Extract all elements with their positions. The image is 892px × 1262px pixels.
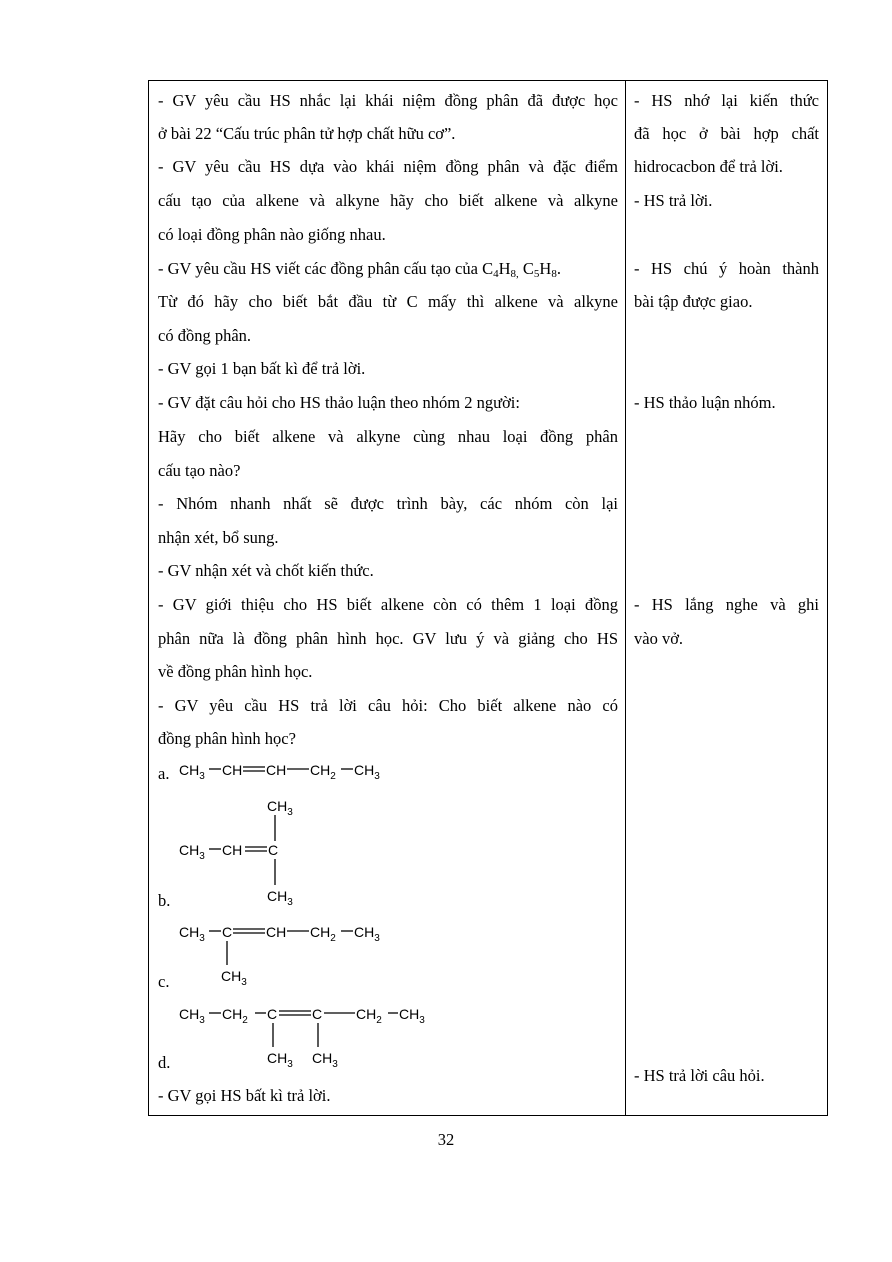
ch3-label: $CH_3$ bbox=[267, 798, 293, 818]
option-label-d: d. bbox=[158, 1053, 171, 1072]
text-line: đồng phân hình học? bbox=[158, 729, 296, 748]
ch3-label: $CH_3$ bbox=[267, 888, 293, 907]
text-line: về đồng phân hình học. bbox=[158, 662, 313, 681]
ch3-label: $CH_3$ bbox=[179, 924, 205, 944]
ch3-label: $CH_3$ bbox=[267, 1050, 293, 1069]
c-label: C bbox=[312, 1006, 323, 1022]
text-line: - HS chú ý hoàn thành bbox=[634, 259, 819, 278]
text-line: - GV yêu cầu HS trả lời câu hỏi: Cho biết alkene nào có bbox=[158, 696, 618, 715]
option-label-a: a. bbox=[158, 764, 170, 783]
text-line: có đồng phân. bbox=[158, 326, 252, 345]
text-line: - Nhóm nhanh nhất sẽ được trình bày, các nhóm còn lại bbox=[158, 494, 618, 513]
svg-text:CH3: $CH_3$ bbox=[179, 762, 205, 781]
text-line: - GV nhận xét và chốt kiến thức. bbox=[158, 561, 374, 580]
text-line bbox=[158, 259, 618, 284]
formula: $C_4H_{8,}$ $C_5H_8$. bbox=[482, 259, 561, 280]
ch2-label: $CH_2$ bbox=[310, 762, 336, 781]
text-line: - GV gọi HS bất kì trả lời. bbox=[158, 1086, 331, 1105]
text-line: nhận xét, bổ sung. bbox=[158, 528, 279, 547]
text-line: - GV gọi 1 bạn bất kì để trả lời. bbox=[158, 359, 366, 378]
text-line: Hãy cho biết alkene và alkyne cùng nhau loại đồng phân bbox=[158, 427, 618, 446]
text-line: - GV giới thiệu cho HS biết alkene còn có thêm 1 loại đồng bbox=[158, 595, 618, 614]
ch2-label: $CH_2$ bbox=[222, 1006, 248, 1026]
text-line: bài tập được giao. bbox=[634, 292, 753, 311]
ch2-label: $CH_2$ bbox=[310, 924, 336, 944]
text-line: hidrocacbon để trả lời. bbox=[634, 157, 783, 176]
text-line: - HS nhớ lại kiến thức bbox=[634, 91, 819, 110]
option-label-b: b. bbox=[158, 891, 171, 910]
text-line: - GV đặt câu hỏi cho HS thảo luận theo nhóm 2 người: bbox=[158, 393, 520, 412]
ch3-label: $CH_3$ bbox=[312, 1050, 338, 1069]
text-line: có loại đồng phân nào giống nhau. bbox=[158, 225, 386, 244]
text-line: vào vở. bbox=[634, 629, 684, 648]
ch3-label: $CH_3$ bbox=[399, 1006, 425, 1026]
c-label: C bbox=[268, 842, 279, 858]
text-line: cấu tạo của alkene và alkyne hãy cho biết alkene và alkyne bbox=[158, 191, 618, 210]
ch-label: CH bbox=[222, 842, 243, 858]
text-line: - HS trả lời câu hỏi. bbox=[634, 1066, 765, 1085]
structure-a bbox=[173, 757, 433, 781]
text-line: Từ đó hãy cho biết bắt đầu từ C mấy thì alkene và alkyne bbox=[158, 292, 618, 311]
c-label: C bbox=[267, 1006, 278, 1022]
ch-label: CH bbox=[222, 762, 243, 778]
text-line: - HS trả lời. bbox=[634, 191, 713, 210]
lesson-table bbox=[148, 80, 828, 1116]
text-line: - GV yêu cầu HS dựa vào khái niệm đồng phân và đặc điểm bbox=[158, 157, 618, 176]
text-line-part: - GV yêu cầu HS viết các đồng phân cấu tạo của bbox=[158, 259, 478, 278]
page-number: 32 bbox=[437, 1130, 455, 1149]
ch-label: CH bbox=[266, 924, 287, 940]
ch2-label: $CH_2$ bbox=[356, 1006, 382, 1026]
ch-label: CH bbox=[266, 762, 287, 778]
text-line: đã học ở bài hợp chất bbox=[634, 124, 819, 143]
ch3-label: $CH_3$ bbox=[179, 1006, 205, 1026]
text-line: phân nữa là đồng phân hình học. GV lưu ý và giảng cho HS bbox=[158, 629, 618, 648]
structure-c bbox=[173, 921, 433, 987]
text-line: ở bài 22 “Cấu trúc phân tử hợp chất hữu cơ”. bbox=[158, 124, 456, 143]
text-line: - GV yêu cầu HS nhắc lại khái niệm đồng phân đã được học bbox=[158, 91, 618, 110]
ch3-label: $CH_3$ bbox=[179, 842, 205, 862]
ch3-label: $CH_3$ bbox=[354, 924, 380, 944]
text-line: cấu tạo nào? bbox=[158, 461, 241, 480]
text-line: - HS thảo luận nhóm. bbox=[634, 393, 776, 412]
structure-d bbox=[173, 1003, 473, 1069]
ch3-label: $CH_3$ bbox=[354, 762, 380, 781]
c-label: C bbox=[222, 924, 233, 940]
ch3-label: $CH_3$ bbox=[221, 968, 247, 987]
option-label-c: c. bbox=[158, 972, 170, 991]
column-divider bbox=[625, 81, 626, 1115]
text-line: - HS lắng nghe và ghi bbox=[634, 595, 819, 614]
structure-b bbox=[173, 793, 333, 907]
